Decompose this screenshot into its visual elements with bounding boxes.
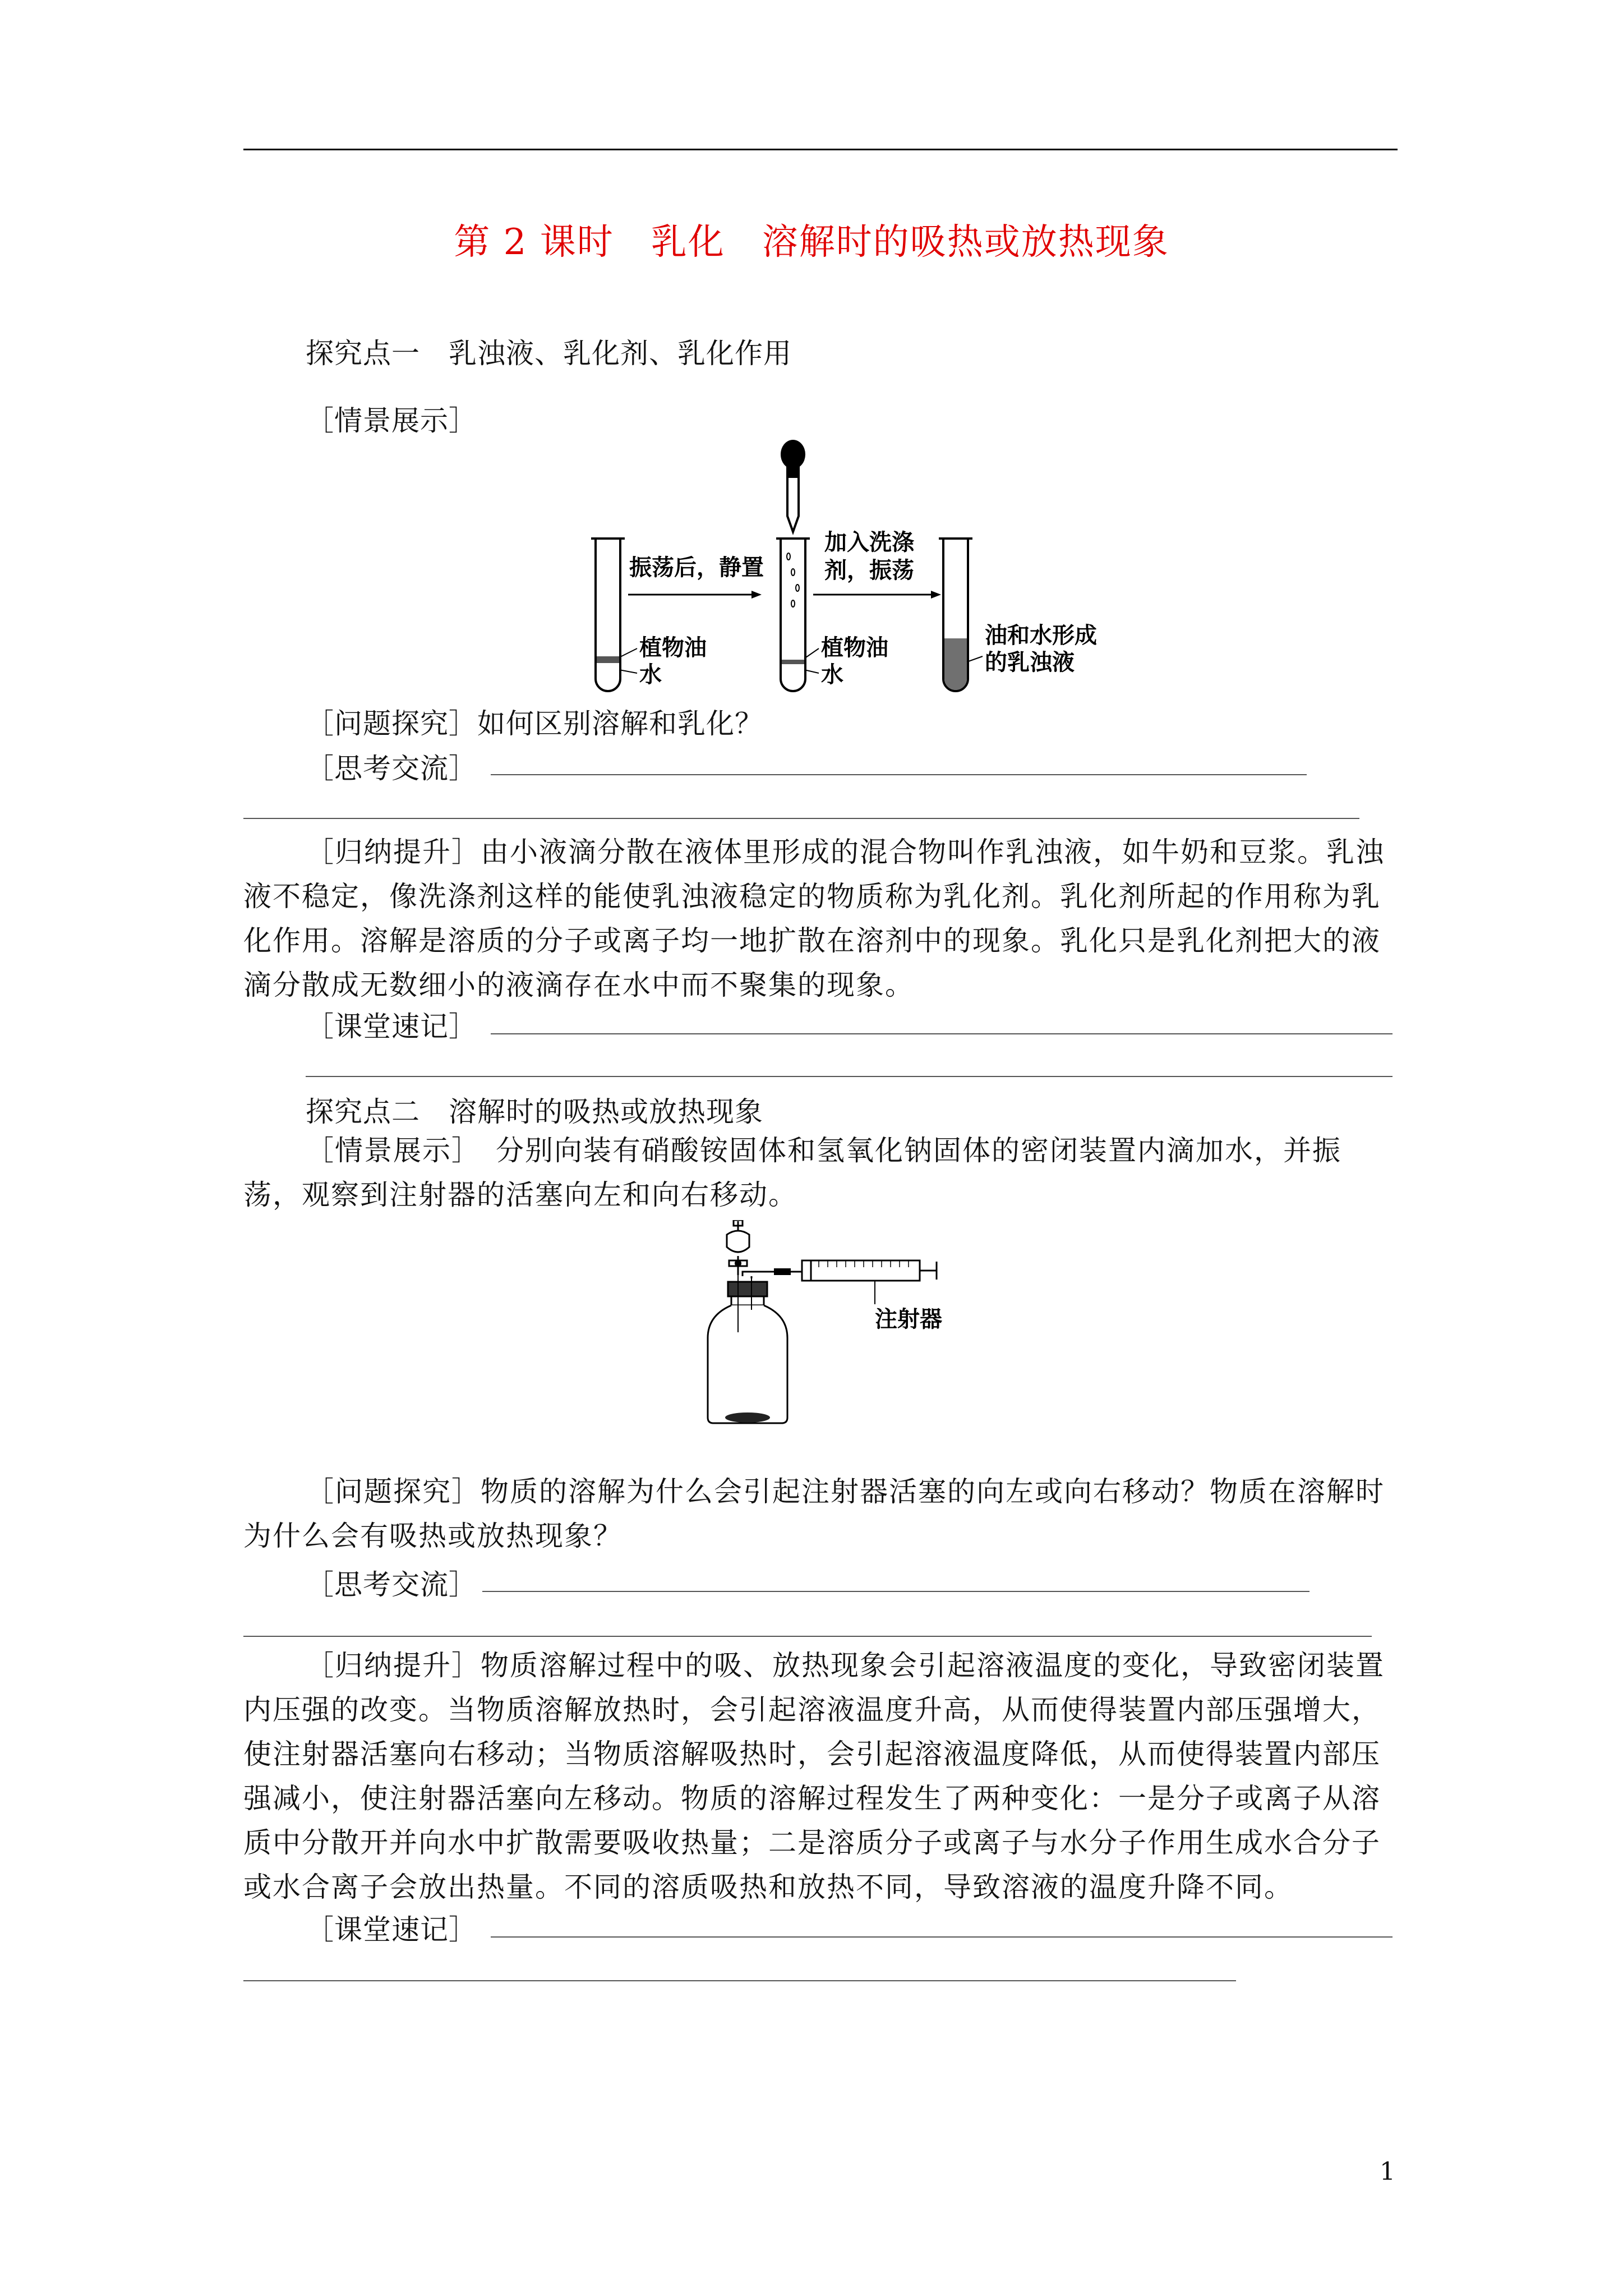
arrow1-label: 振荡后，静置: [629, 555, 764, 581]
section1-think-label: ［思考交流］: [306, 752, 477, 785]
section2-summary: ［归纳提升］物质溶解过程中的吸、放热现象会引起溶液温度的变化，导致密闭装置内压强的改变。当物质溶解放热时，会引起溶液温度升高，从而使得装置内部压强增大，使注射器活塞向右移动；当物质溶解吸热时，会引起溶液温度降低，从而使得装置内部压强减小，使注射器活塞向左移动。物质的溶解过程发生了两种变化：一是分子或离子从溶质中分散开并向水中扩散需要吸收热量；二是溶质分子或离子与水分子作用生成水合分子或水合离子会放出热量。不同的溶质吸热和放热不同，导致溶液的温度升降不同。: [243, 1649, 1385, 1903]
section1-notes-label: ［课堂速记］: [306, 1010, 477, 1043]
tube1-oil-label: 植物油: [639, 635, 707, 661]
funnel-icon: [727, 1220, 749, 1275]
notes-line: [243, 1980, 1236, 1981]
section2-think-label: ［思考交流］: [306, 1568, 477, 1601]
tube2-water-label: 水: [821, 662, 843, 688]
notes-line: [491, 1033, 1393, 1034]
emulsion-figure: [583, 432, 1133, 701]
section2-scene: ［情景展示］ 分别向装有硝酸铵固体和氢氧化钠固体的密闭装置内滴加水，并振荡，观察到注射器的活塞向左和向右移动。: [243, 1134, 1341, 1211]
tube3-label-line2: 的乳浊液: [985, 650, 1075, 675]
answer-line: [243, 818, 1359, 819]
section1-scene-label: ［情景展示］: [306, 404, 477, 437]
arrow2-label-line1: 加入洗涤: [824, 530, 914, 555]
page-number: 1: [1380, 2157, 1395, 2186]
notes-line: [306, 1076, 1393, 1077]
tube3-label-line1: 油和水形成: [985, 623, 1097, 648]
arrow2-label-line2: 剂，振荡: [824, 558, 914, 583]
section1-heading: 探究点一 乳浊液、乳化剂、乳化作用: [306, 337, 792, 370]
section2-heading: 探究点二 溶解时的吸热或放热现象: [306, 1096, 763, 1128]
page-title: 第 2 课时 乳化 溶解时的吸热或放热现象: [454, 222, 1169, 263]
answer-line: [243, 1636, 1372, 1637]
syringe-apparatus-figure: [707, 1220, 1009, 1428]
header-rule: [243, 149, 1398, 150]
test-tube-2: [776, 539, 810, 691]
dropper-icon: [781, 440, 805, 532]
test-tube-3: [939, 539, 972, 691]
test-tube-1: [591, 539, 625, 691]
syringe-icon: [802, 1260, 937, 1281]
section1-summary: ［归纳提升］由小液滴分散在液体里形成的混合物叫作乳浊液，如牛奶和豆浆。乳浊液不稳定，像洗涤剂这样的能使乳浊液稳定的物质称为乳化剂。乳化剂所起的作用称为乳化作用。溶解是溶质的分子或离子均一地扩散在溶剂中的现象。乳化只是乳化剂把大的液滴分散成无数细小的液滴存在水中而不聚集的现象。: [243, 836, 1385, 1001]
syringe-label: 注射器: [875, 1306, 942, 1332]
tube1-water-label: 水: [639, 662, 662, 688]
answer-line: [482, 1591, 1310, 1592]
section2-notes-label: ［课堂速记］: [306, 1913, 477, 1946]
section2-question: ［问题探究］物质的溶解为什么会引起注射器活塞的向左或向右移动？物质在溶解时为什么会有吸热或放热现象？: [243, 1475, 1385, 1552]
section1-question: ［问题探究］如何区别溶解和乳化？: [306, 707, 763, 740]
answer-line: [491, 774, 1307, 775]
notes-line: [491, 1936, 1393, 1938]
bottle-icon: [708, 1275, 787, 1423]
tube2-oil-label: 植物油: [821, 635, 888, 661]
